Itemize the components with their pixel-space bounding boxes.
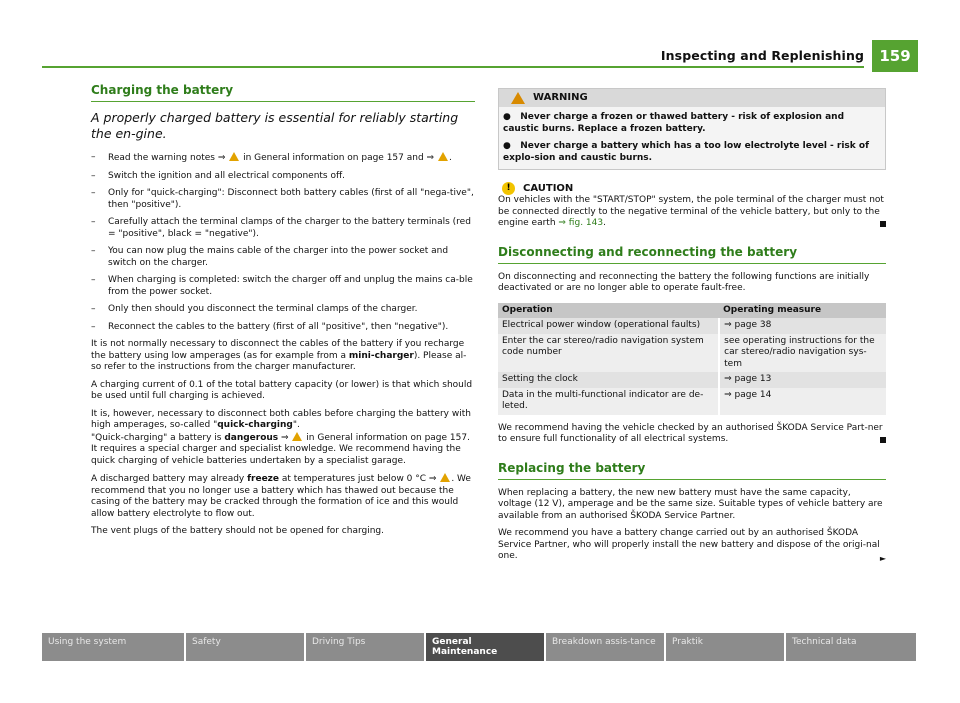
- text: It is not normally necessary to disconnect the cables of the battery if you recharge the battery using low amperages (as for example from a: [91, 339, 465, 361]
- warning-triangle-icon[interactable]: [229, 152, 239, 161]
- table-row: [498, 318, 886, 334]
- caution-icon: !: [502, 182, 515, 195]
- table-cell: Enter the car stereo/radio navigation system code number: [498, 334, 719, 373]
- table-row: [498, 334, 886, 373]
- text: in General information on page 157. It requires a special charger and specialist knowledge. We recommend having the quick charging of vehicle batteries undertaken by a specialist garage.: [91, 432, 470, 466]
- caution-header: [498, 182, 886, 195]
- header-divider: [42, 66, 864, 68]
- paragraph: [498, 423, 886, 446]
- warning-item: [503, 141, 881, 164]
- section-end-icon: [880, 437, 886, 443]
- list-item: [91, 152, 475, 165]
- operations-table: [498, 303, 886, 415]
- warning-box: [498, 88, 886, 170]
- section-title-charging: Charging the battery: [91, 82, 475, 102]
- table-cell: Electrical power window (operational faults): [498, 318, 719, 334]
- left-column: [91, 82, 475, 544]
- list-item: – When charging is completed: switch the charger off and unplug the mains ca-ble from the power socket.: [91, 275, 475, 298]
- bullet-icon: ●: [503, 141, 511, 151]
- paragraph: [498, 528, 886, 563]
- paragraph: [91, 473, 475, 520]
- warning-item: [503, 112, 881, 135]
- text: On vehicles with the "START/STOP" system, the pole terminal of the charger must not be connected directly to the negative terminal of the vehicle battery, but only to the engine earth: [498, 195, 884, 228]
- text: ⇒: [278, 432, 292, 443]
- page-number: 159: [872, 40, 918, 72]
- text: We recommend you have a battery change carried out by an authorised ŠKODA Service Partner, who will properly install the new battery and dispose of the origi-nal one.: [498, 528, 880, 561]
- table-row: [498, 388, 886, 415]
- column-header: Operating measure: [719, 303, 886, 319]
- figure-link[interactable]: ⇒ fig. 143: [558, 218, 604, 228]
- continue-arrow-icon: ►: [879, 554, 886, 563]
- step-text: Read the warning notes ⇒: [108, 153, 229, 163]
- page-header-title: Inspecting and Replenishing: [660, 48, 864, 63]
- right-column: [498, 88, 886, 569]
- step-text: in General information on page 157 and ⇒: [240, 153, 437, 163]
- bullet-icon: ●: [503, 112, 511, 122]
- tab-technical-data[interactable]: Technical data: [786, 633, 916, 661]
- paragraph: [91, 409, 475, 432]
- tab-using-the-system[interactable]: Using the system: [42, 633, 184, 661]
- step-text: .: [448, 153, 452, 163]
- caution-text: [498, 195, 886, 230]
- keyword: freeze: [247, 474, 280, 484]
- section-title-disconnecting: Disconnecting and reconnecting the battery: [498, 244, 886, 264]
- text: We recommend having the vehicle checked by an authorised ŠKODA Service Part-ner to ensure full functionality of all electrical systems.: [498, 422, 883, 444]
- section-end-icon: [880, 221, 886, 227]
- paragraph: [91, 432, 475, 468]
- lead-text: A properly charged battery is essential for reliably starting the en-gine.: [91, 110, 459, 141]
- text: It is, however, necessary to disconnect both cables before charging the battery with high amperages, so-called ": [91, 408, 471, 430]
- warning-text: Never charge a battery which has a too low electrolyte level - risk of explo-sion and caustic burns.: [503, 141, 870, 163]
- list-item: – You can now plug the mains cable of the charger into the power socket and switch on the charger.: [91, 246, 475, 269]
- list-item: – Reconnect the cables to the battery (first of all "positive", then "negative").: [91, 322, 475, 334]
- paragraph: [91, 339, 475, 374]
- table-row: [498, 372, 886, 388]
- text: "Quick-charging" a battery is: [91, 432, 225, 443]
- tab-safety[interactable]: Safety: [186, 633, 304, 661]
- caution-title: CAUTION: [523, 182, 574, 194]
- text: at temperatures just below 0 °C ⇒: [279, 474, 440, 484]
- charging-steps-list: [91, 152, 475, 333]
- list-item: – Only then should you disconnect the terminal clamps of the charger.: [91, 304, 475, 316]
- section-title-replacing: Replacing the battery: [498, 460, 886, 480]
- keyword: quick-charging: [217, 420, 293, 430]
- table-cell-link[interactable]: ⇒ page 38: [719, 318, 886, 334]
- tab-breakdown-assistance[interactable]: Breakdown assis-tance: [546, 633, 664, 661]
- tab-general-maintenance[interactable]: General Maintenance: [426, 633, 544, 661]
- list-item: – Only for "quick-charging": Disconnect both battery cables (first of all "nega-tive", then "positive").: [91, 188, 475, 211]
- warning-triangle-icon[interactable]: [438, 152, 448, 161]
- warning-body: [499, 107, 885, 169]
- chapter-tab-bar: [42, 633, 918, 661]
- paragraph: When replacing a battery, the new new battery must have the same capacity, voltage (12 V), amperage and be the same size. Suitable types of vehicle battery are available from an authorised ŠKODA Service Partner.: [498, 487, 883, 521]
- paragraph: A charging current of 0.1 of the total battery capacity (or lower) is that which should be used until full charging is achieved.: [91, 379, 473, 401]
- text: .: [603, 218, 606, 228]
- paragraph: The vent plugs of the battery should not be opened for charging.: [91, 526, 385, 536]
- tab-driving-tips[interactable]: Driving Tips: [306, 633, 424, 661]
- text: ). Please al-so refer to the instructions from the charger manufacturer.: [91, 350, 467, 372]
- paragraph: On disconnecting and reconnecting the battery the following functions are initially deactivated or are no longer able to operate fault-free.: [498, 271, 870, 293]
- text: . We recommend that you no longer use a battery which has thawed out because the casing of the battery may be cracked through the formation of ice and this would allow battery electrolyte to flow out.: [91, 474, 471, 519]
- table-cell: see operating instructions for the car stereo/radio navigation sys-tem: [719, 334, 886, 373]
- text: ".: [292, 420, 300, 430]
- keyword: mini-charger: [348, 350, 414, 361]
- list-item: – Carefully attach the terminal clamps of the charger to the battery terminals (red = "positive", black = "negative").: [91, 217, 475, 240]
- keyword: dangerous: [224, 432, 279, 443]
- warning-triangle-icon[interactable]: [440, 473, 450, 482]
- table-header-row: [498, 303, 886, 319]
- table-cell-link[interactable]: ⇒ page 13: [719, 372, 886, 388]
- table-cell-link[interactable]: ⇒ page 14: [719, 388, 886, 415]
- text: A discharged battery may already: [91, 474, 248, 484]
- tab-praktik[interactable]: Praktik: [666, 633, 784, 661]
- table-cell: Data in the multi-functional indicator are de-leted.: [498, 388, 719, 415]
- warning-triangle-icon: [511, 92, 525, 104]
- warning-title: WARNING: [533, 92, 588, 104]
- list-item: – Switch the ignition and all electrical components off.: [91, 171, 475, 183]
- warning-header: [499, 89, 885, 107]
- warning-triangle-icon[interactable]: [292, 432, 302, 441]
- column-header: Operation: [498, 303, 719, 319]
- table-cell: Setting the clock: [498, 372, 719, 388]
- warning-text: Never charge a frozen or thawed battery - risk of explosion and caustic burns. Replace a frozen battery.: [503, 112, 845, 134]
